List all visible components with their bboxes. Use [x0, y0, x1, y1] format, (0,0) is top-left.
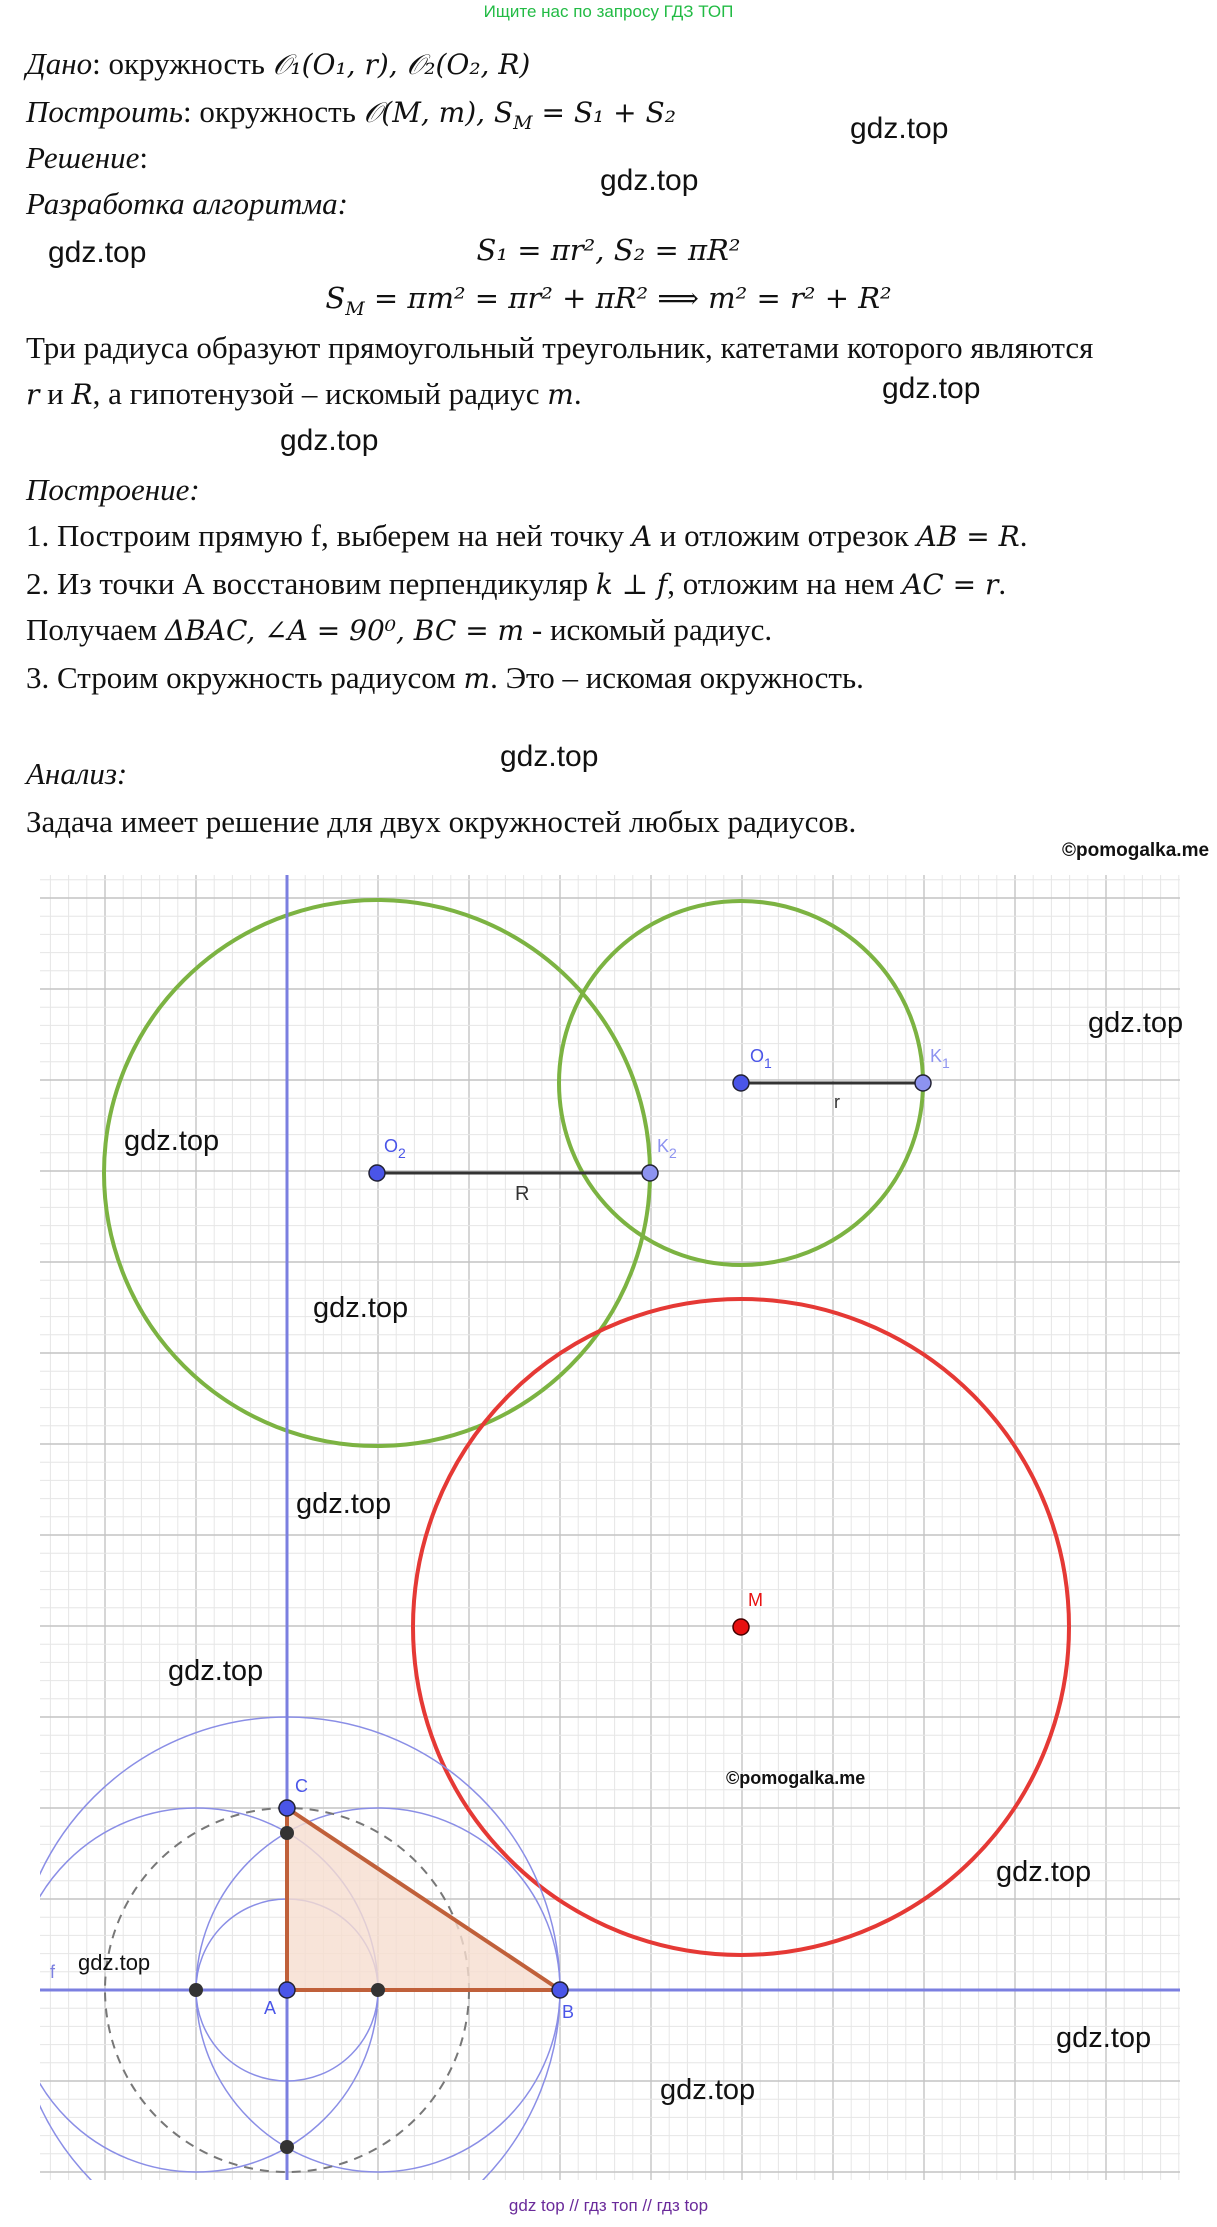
label-c: C: [295, 1776, 308, 1796]
step-3-a: 3. Строим окружность радиусом: [26, 660, 464, 695]
point-c: [279, 1800, 295, 1816]
given-math: 𝒪₁(O₁, r), 𝒪₂(O₂, R): [272, 48, 531, 81]
point-o1: [733, 1075, 749, 1091]
helper-point: [280, 2140, 294, 2154]
step-2-a: 2. Из точки А восстановим перпендикуляр: [26, 566, 596, 601]
step-1-a: 1. Построим прямую f, выберем на ней точку: [26, 518, 632, 553]
watermark: gdz.top: [882, 372, 981, 405]
watermark: gdz.top: [996, 1856, 1092, 1888]
step-1-c: и отложим отрезок: [652, 518, 917, 553]
label-o1: $O_1$: [750, 1046, 772, 1071]
label-k2: $K_2$: [657, 1136, 677, 1161]
watermark: gdz.top: [124, 1125, 220, 1157]
step-1: [26, 516, 1028, 557]
step-2b-b: ΔBAC, ∠A = 90⁰, BC = m: [164, 614, 525, 647]
label-a: A: [264, 1998, 277, 2018]
construct-line: [26, 92, 676, 143]
helper-point: [280, 1826, 294, 1840]
point-b: [552, 1982, 568, 1998]
copyright-top: ©pomogalka.me: [1062, 840, 1210, 861]
solution-line: [26, 138, 148, 178]
label-k1: $K_1$: [930, 1046, 950, 1071]
step-3-b: m: [463, 662, 491, 695]
copyright-figure: ©pomogalka.me: [726, 1768, 866, 1788]
point-m: [733, 1619, 749, 1635]
paragraph-m: m: [547, 378, 574, 411]
analysis-label: Анализ:: [26, 756, 128, 791]
watermark: gdz.top: [660, 2074, 756, 2106]
watermark: gdz.top: [313, 1292, 409, 1324]
step-3-c: . Это – искомая окружность.: [490, 660, 864, 695]
construct-math-rest: = S₁ + S₂: [532, 96, 676, 129]
solution-colon: :: [139, 140, 148, 175]
step-2b: [26, 610, 772, 651]
step-2-d: AC = r: [902, 568, 999, 601]
construct-math-sub: M: [513, 112, 533, 135]
top-banner[interactable]: Ищите нас по запросу ГДЗ ТОП: [483, 2, 734, 21]
step-2: [26, 564, 1006, 605]
watermark: gdz.top: [280, 424, 379, 457]
watermark: gdz.top: [168, 1655, 264, 1687]
point-k2: [642, 1165, 658, 1181]
paragraph-and: и: [39, 376, 72, 411]
watermark: gdz.top: [296, 1488, 392, 1520]
step-2-e: .: [998, 566, 1007, 601]
point-o2: [369, 1165, 385, 1181]
given-text: : окружность: [92, 46, 273, 81]
watermark: gdz.top: [600, 164, 699, 197]
algorithm-label: Разработка алгоритма:: [26, 186, 349, 221]
helper-point: [189, 1983, 203, 1997]
construction-label: Построение:: [26, 472, 200, 507]
formula-2: [0, 278, 1217, 329]
formula-2-a: S: [325, 281, 346, 315]
paragraph-line-1: Три радиуса образуют прямоугольный треугольник, катетами которого являются: [26, 330, 1094, 365]
analysis-text: Задача имеет решение для двух окружностей любых радиусов.: [26, 804, 857, 839]
paragraph-dot: .: [573, 376, 582, 411]
paragraph-r: r: [26, 378, 40, 411]
step-2b-c: - искомый радиус.: [524, 612, 773, 647]
construct-math: 𝒪(M, m), S: [363, 96, 514, 129]
watermark: gdz.top: [850, 112, 949, 145]
paragraph-line-2: [26, 374, 582, 415]
grid: [40, 875, 1180, 2180]
step-2-b: k ⊥ f: [595, 568, 668, 601]
step-1-d: AB = R: [916, 520, 1020, 553]
step-2b-a: Получаем: [26, 612, 165, 647]
point-k1: [915, 1075, 931, 1091]
construction-figure: [0, 870, 1217, 2190]
point-a: [279, 1982, 295, 1998]
formula-2-b: = πm² = πr² + πR² ⟹ m² = r² + R²: [364, 281, 892, 315]
watermark: gdz.top: [1088, 1007, 1184, 1039]
solution-label: Решение: [26, 140, 140, 175]
watermark: gdz.top: [48, 236, 147, 269]
step-3: [26, 658, 864, 699]
watermark: gdz.top: [500, 740, 599, 773]
helper-point: [371, 1983, 385, 1997]
construct-label: Построить: [26, 94, 184, 129]
label-b: B: [562, 2002, 575, 2022]
paragraph-hyp: , а гипотенузой – искомый радиус: [92, 376, 548, 411]
paragraph-R: R: [71, 378, 93, 411]
label-r: r: [834, 1092, 840, 1112]
watermark: gdz.top: [1056, 2022, 1152, 2054]
label-R: R: [515, 1183, 530, 1205]
given-label: Дано: [26, 46, 93, 81]
given-line: [26, 44, 530, 85]
bottom-banner[interactable]: gdz top // гдз топ // гдз top: [508, 2196, 709, 2215]
watermark: gdz.top: [78, 1950, 151, 1975]
step-1-e: .: [1019, 518, 1028, 553]
step-1-b: A: [631, 520, 653, 553]
construct-text: : окружность: [183, 94, 364, 129]
label-o2: $O_2$: [384, 1136, 406, 1161]
formula-1: S₁ = πr², S₂ = πR²: [476, 233, 741, 267]
formula-2-sub: M: [345, 297, 365, 320]
label-m: M: [748, 1590, 763, 1610]
step-2-c: , отложим на нем: [667, 566, 903, 601]
label-f: f: [50, 1962, 56, 1982]
